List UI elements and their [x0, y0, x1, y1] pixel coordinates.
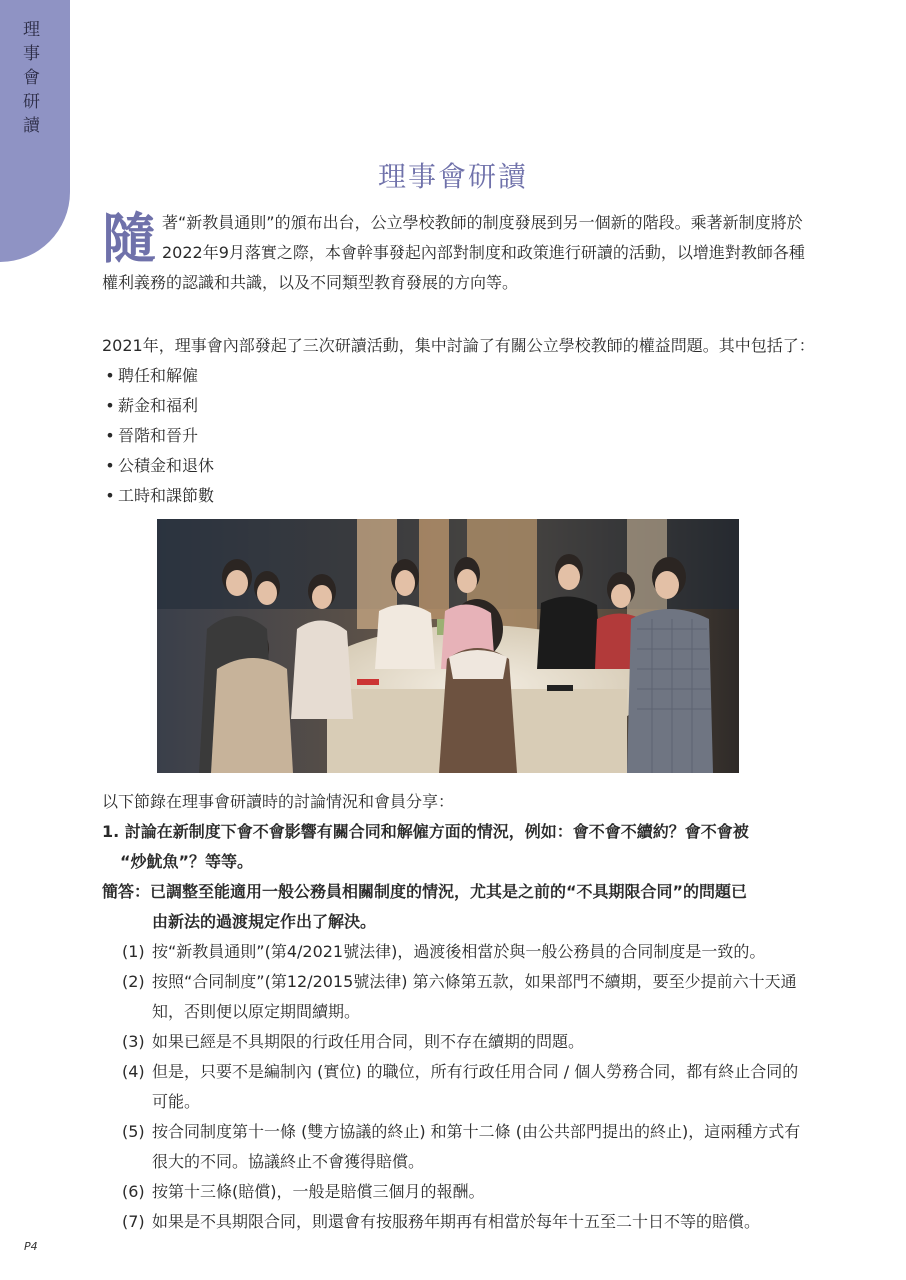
activities-paragraph: 2021年，理事會內部發起了三次研讀活動，集中討論了有關公立學校教師的權益問題。其中包括了：	[102, 336, 815, 355]
item-text: 按合同制度第十一條 (雙方協議的終止) 和第十二條 (由公共部門提出的終止)，這兩種方式有很大的不同。協議終止不會獲得賠償。	[152, 1122, 801, 1171]
item-text: 按照“合同制度”(第12/2015號法律) 第六條第五款，如果部門不續期，要至少提前六十天通知，否則便以原定期間續期。	[152, 972, 797, 1021]
answer-points	[102, 937, 814, 1237]
topic-list	[102, 361, 502, 511]
list-item	[102, 1207, 814, 1237]
list-item: • 聘任和解僱	[102, 361, 502, 391]
list-item	[102, 1057, 814, 1117]
item-number: (7)	[122, 1212, 145, 1231]
item-number: (6)	[122, 1182, 145, 1201]
list-item	[102, 937, 814, 967]
meeting-photo	[157, 519, 739, 773]
meeting-photo-illustration	[157, 519, 739, 773]
side-tab	[0, 0, 70, 262]
list-item	[102, 1027, 814, 1057]
item-text: 按“新教員通則”(第4/2021號法律)，過渡後相當於與一般公務員的合同制度是一致的。	[152, 942, 766, 961]
list-item: • 薪金和福利	[102, 391, 502, 421]
short-answer	[102, 877, 812, 937]
question-line-2: “炒魷魚”？等等。	[120, 852, 254, 871]
page-number: P4	[24, 1240, 38, 1253]
intro-paragraph	[102, 208, 812, 298]
list-item	[102, 1177, 814, 1207]
side-tab-label: 理 事 會 研 讀	[23, 20, 41, 136]
list-item: • 晉階和晉升	[102, 421, 502, 451]
intro-text: 著“新教員通則”的頒布出台，公立學校教師的制度發展到另一個新的階段。乘著新制度將於2022年9月落實之際，本會幹事發起內部對制度和政策進行研讀的活動，以增進對教師各種權利義務的認識和共識，以及不同類型教育發展的方向等。	[102, 213, 805, 292]
item-number: (2)	[122, 972, 145, 991]
question-line-1: 1. 討論在新制度下會不會影響有關合同和解僱方面的情況，例如：會不會不續約？會不會被	[102, 822, 749, 841]
list-item	[102, 967, 814, 1027]
notes-intro: 以下節錄在理事會研讀時的討論情況和會員分享：	[102, 792, 455, 811]
list-item: • 工時和課節數	[102, 481, 502, 511]
item-number: (3)	[122, 1032, 145, 1051]
page-title: 理事會研讀	[377, 160, 528, 193]
item-number: (4)	[122, 1062, 145, 1081]
discussion-question	[102, 817, 812, 877]
list-item: • 公積金和退休	[102, 451, 502, 481]
item-text: 但是，只要不是編制內 (實位) 的職位，所有行政任用合同 / 個人勞務合同，都有終止合同的可能。	[152, 1062, 799, 1111]
item-text: 如果已經是不具期限的行政任用合同，則不存在續期的問題。	[152, 1032, 585, 1051]
item-number: (5)	[122, 1122, 145, 1141]
list-item	[102, 1117, 814, 1177]
answer-line-2: 由新法的過渡規定作出了解決。	[152, 912, 377, 931]
answer-line-1: 簡答：已調整至能適用一般公務員相關制度的情況，尤其是之前的“不具期限合同”的問題已	[102, 882, 748, 901]
drop-cap: 隨	[102, 207, 156, 270]
item-text: 如果是不具期限合同，則還會有按服務年期再有相當於每年十五至二十日不等的賠償。	[152, 1212, 761, 1231]
item-text: 按第十三條(賠償)，一般是賠償三個月的報酬。	[152, 1182, 485, 1201]
item-number: (1)	[122, 942, 145, 961]
